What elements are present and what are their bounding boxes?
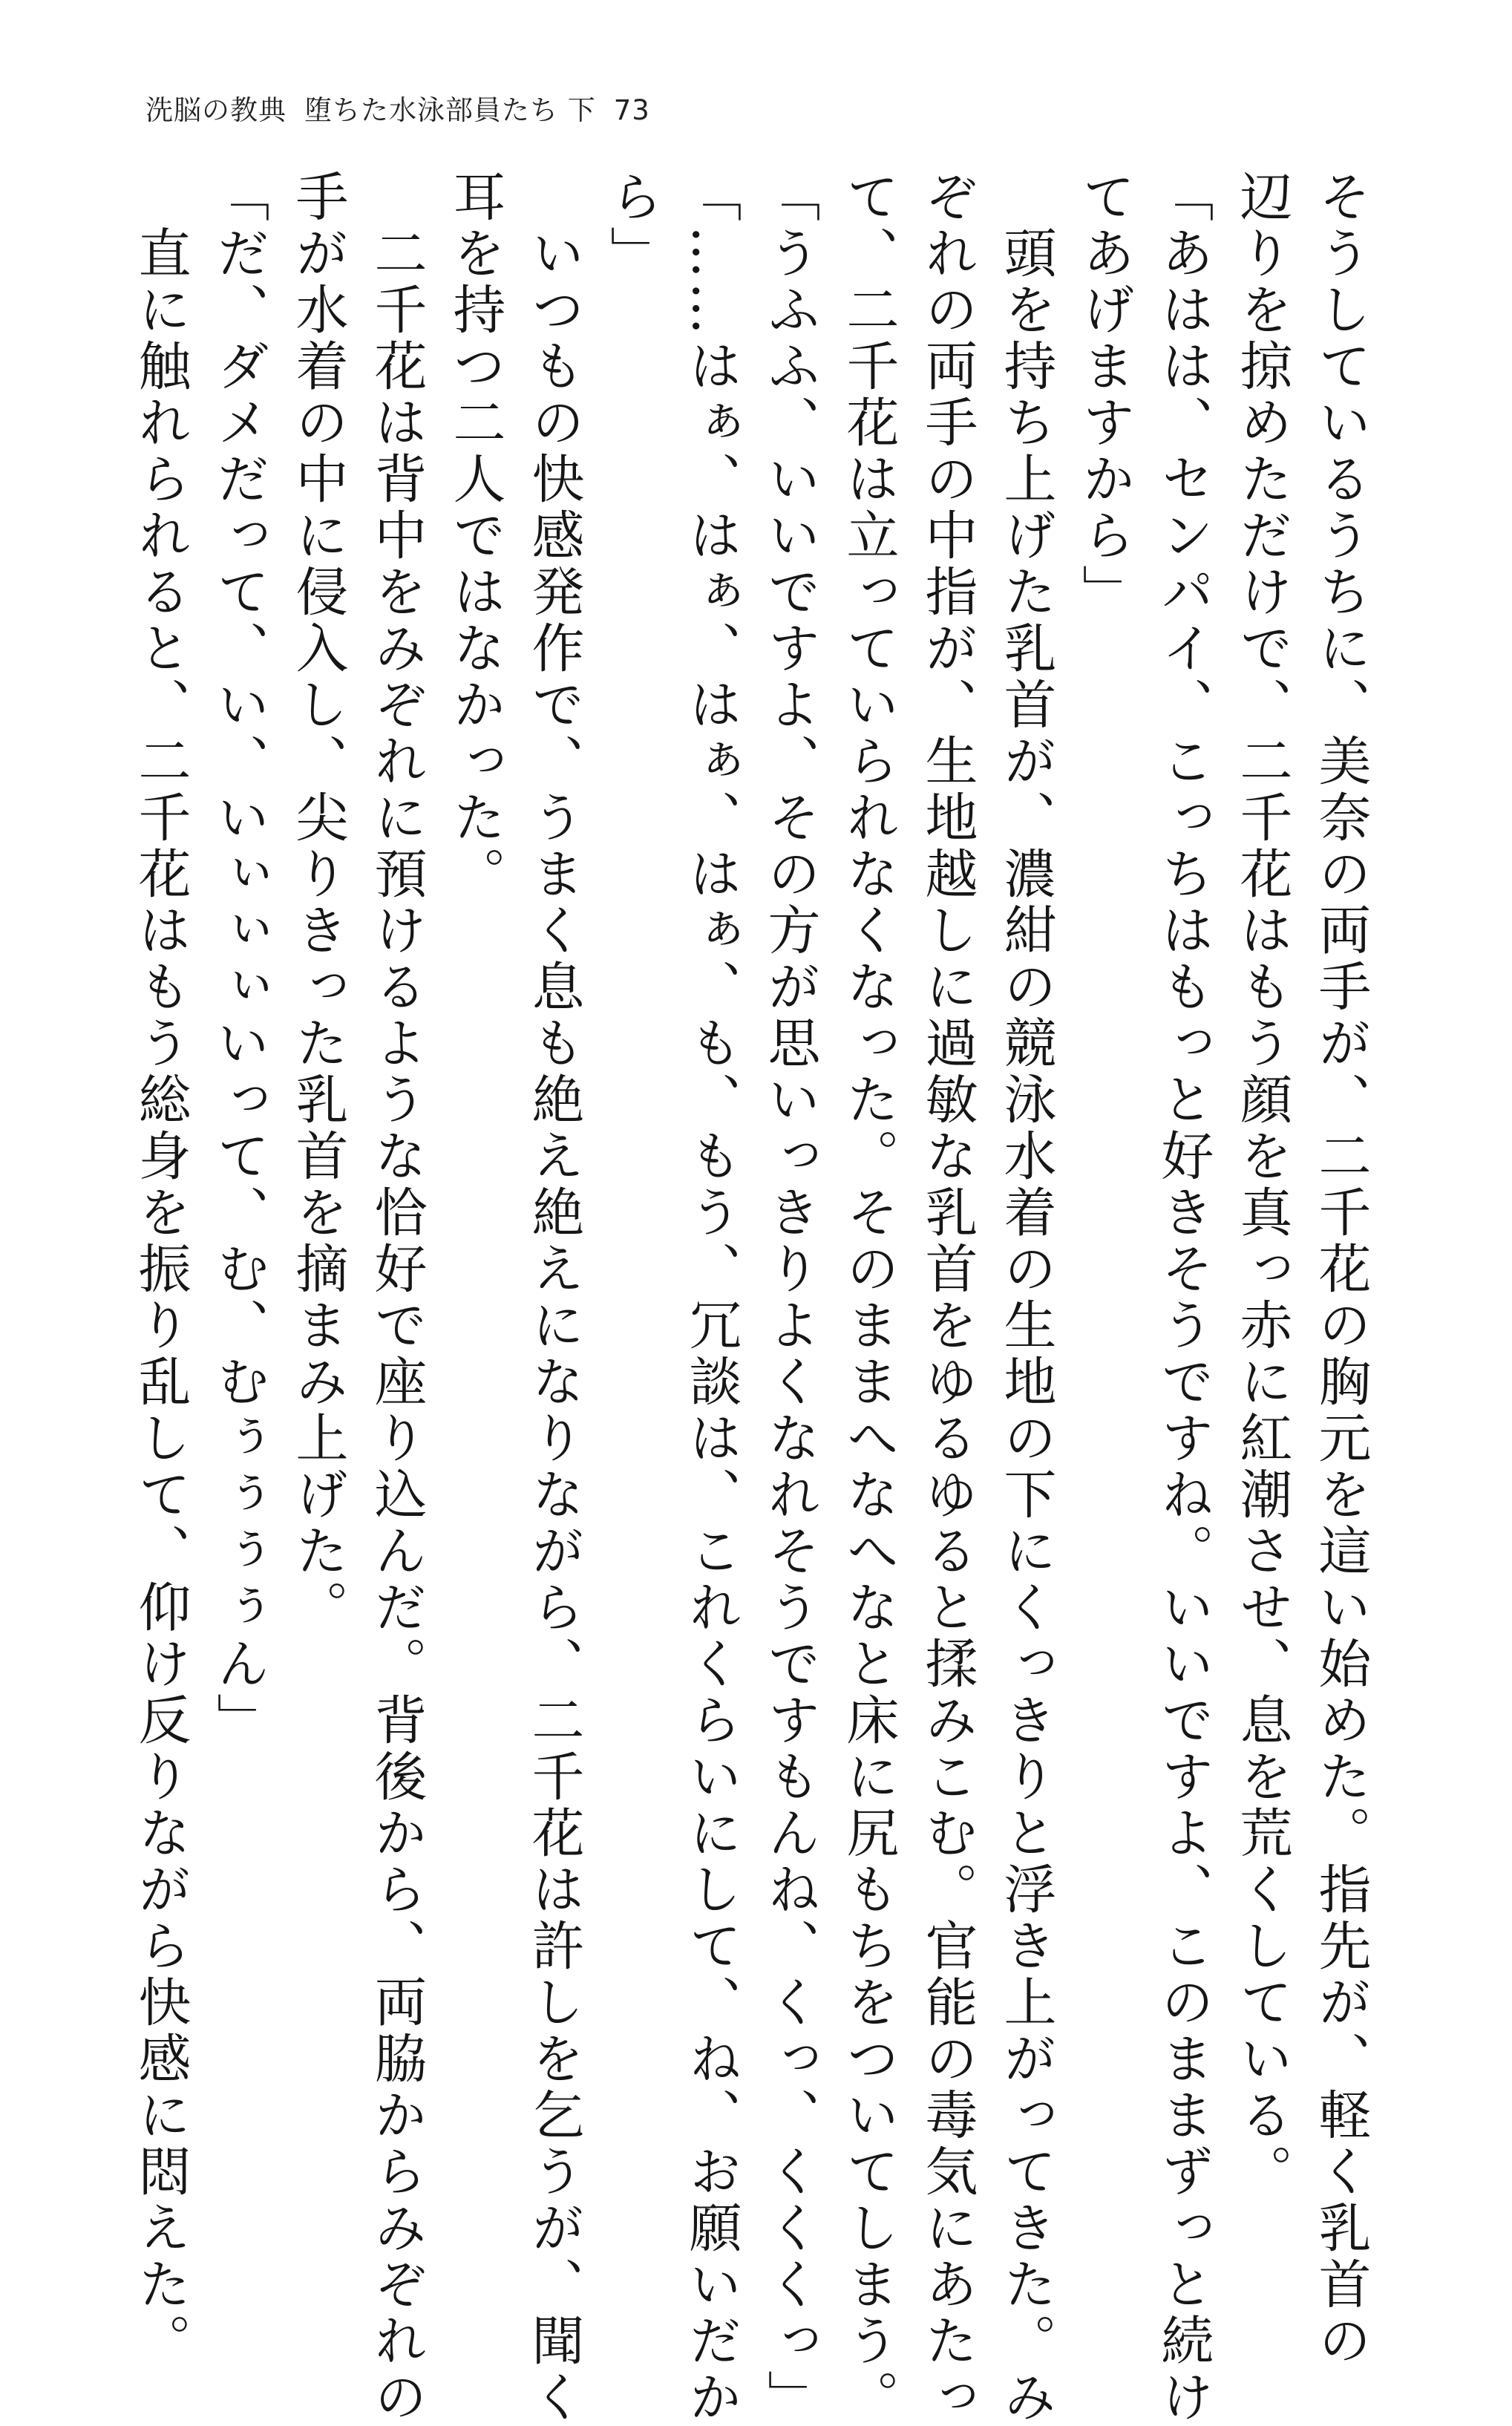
text-line: 直に触れられると、二千花はもう総身を振り乱して、仰け反りながら快感に悶えた。 (130, 169, 192, 2370)
text-line: ぞれの両手の中指が、生地越しに過敏な乳首をゆるゆると揉みこむ。官能の毒気にあたっ (917, 169, 978, 2426)
text-line: 手が水着の中に侵入し、尖りきった乳首を摘まみ上げた。 (287, 169, 349, 1636)
book-title: 洗脳の教典 (145, 94, 287, 126)
text-line: て、二千花は立っていられなくなった。そのままへなへなと床に尻もちをついてしまう。 (838, 169, 900, 2426)
text-line: 「だ、ダメだって、い、いぃぃぃいって、む、むぅぅぅぅん」 (209, 169, 270, 1749)
text-line: 「……はぁ、はぁ、はぁ、はぁ、も、もう、冗談は、これくらいにして、ね、お願いだか (681, 169, 742, 2426)
text-line: ら」 (602, 169, 664, 282)
text-line: そうしているうちに、美奈の両手が、二千花の胸元を這い始めた。指先が、軽く乳首の (1310, 169, 1372, 2370)
text-line: 「うふふ、いいですよ、その方が思いっきりよくなれそうですもんね、くっ、くくくっ」 (759, 169, 821, 2426)
text-line: 辺りを掠めただけで、二千花はもう顔を真っ赤に紅潮させ、息を荒くしている。 (1231, 169, 1293, 2200)
text-line: 二千花は背中をみぞれに預けるような恰好で座り込んだ。背後から、両脇からみぞれの (366, 169, 428, 2426)
page-number: 73 (613, 94, 650, 126)
text-line: てあげますから」 (1074, 169, 1136, 621)
text-line: 頭を持ち上げた乳首が、濃紺の競泳水着の生地の下にくっきりと浮き上がってきた。み (995, 169, 1057, 2426)
book-subtitle: 堕ちた水泳部員たち 下 (304, 94, 596, 126)
text-line: 耳を持つ二人ではなかった。 (445, 169, 506, 903)
running-header (145, 88, 650, 128)
text-line: いつもの快感発作で、うまく息も絶え絶えになりながら、二千花は許しを乞うが、聞く (523, 169, 585, 2426)
text-line: 「あはは、センパイ、こっちはもっと好きそうですね。いいですよ、このままずっと続け (1153, 169, 1214, 2426)
vertical-body-text (121, 169, 1380, 2426)
